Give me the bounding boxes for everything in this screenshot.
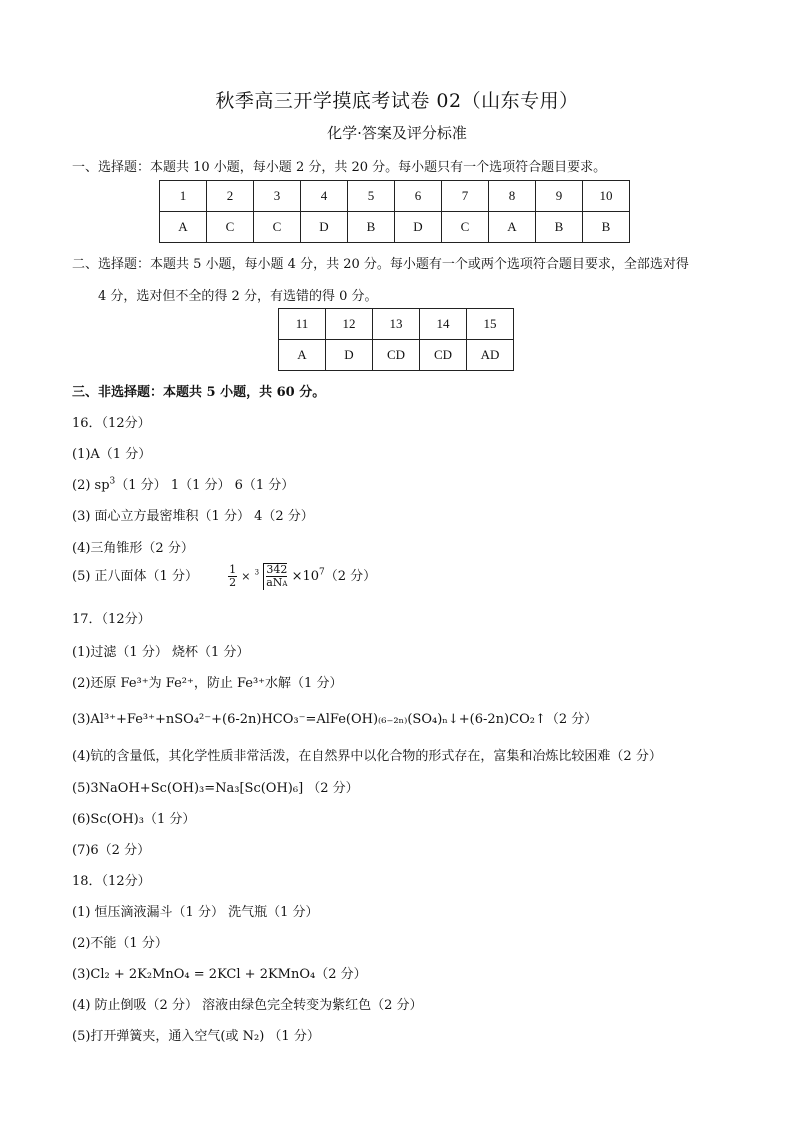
table-cell-answer: B <box>583 212 630 243</box>
q17-line5: (5)3NaOH+Sc(OH)₃=Na₃[Sc(OH)₆] （2 分） <box>72 781 359 796</box>
q18-line2: (2)不能（1 分） <box>72 936 168 951</box>
q16-line5-score: （2 分） <box>324 569 377 584</box>
table-cell-number: 4 <box>301 181 348 212</box>
table-cell-number: 10 <box>583 181 630 212</box>
q16-line5-text: (5) 正八面体（1 分） <box>72 569 198 584</box>
section3-heading: 三、非选择题：本题共 5 小题，共 60 分。 <box>72 385 326 400</box>
table-row-numbers <box>160 181 630 212</box>
table-cell-answer: AD <box>467 340 514 371</box>
formula-times: × <box>241 570 251 583</box>
formula-tail-sup: 7 <box>319 567 325 578</box>
q18-heading: 18．（12分） <box>72 874 151 889</box>
table-cell-number: 14 <box>420 309 467 340</box>
formula-radical-denominator: aN <box>266 576 283 589</box>
table-cell-answer: A <box>489 212 536 243</box>
q17-heading: 17．（12分） <box>72 612 151 627</box>
formula-root-index: 3 <box>254 568 260 577</box>
table-cell-answer: A <box>160 212 207 243</box>
q16-line3: (3) 面心立方最密堆积（1 分） 4（2 分） <box>72 509 314 524</box>
table-cell-number: 15 <box>467 309 514 340</box>
formula-numerator: 1 <box>229 563 237 576</box>
q16-line2 <box>72 474 294 493</box>
table-cell-answer: B <box>536 212 583 243</box>
table-cell-number: 3 <box>254 181 301 212</box>
q17-line7: (7)6（2 分） <box>72 843 151 858</box>
table-cell-number: 2 <box>207 181 254 212</box>
table-row-answers <box>160 212 630 243</box>
q16-line2-text: (2) sp <box>72 478 110 493</box>
table-cell-number: 11 <box>279 309 326 340</box>
q18-line3: (3)Cl₂ + 2K₂MnO₄ = 2KCl + 2KMnO₄（2 分） <box>72 967 367 982</box>
table-cell-number: 1 <box>160 181 207 212</box>
q16-line2-sup: 3 <box>109 476 116 487</box>
section2-heading-line1: 二、选择题：本题共 5 小题，每小题 4 分，共 20 分。每小题有一个或两个选项符合题目要求，全部选对得 <box>72 257 689 272</box>
q18-line1: (1) 恒压滴液漏斗（1 分） 洗气瓶（1 分） <box>72 905 319 920</box>
table-cell-answer: C <box>254 212 301 243</box>
table-cell-number: 13 <box>373 309 420 340</box>
table-cell-answer: D <box>301 212 348 243</box>
formula-tail: ×10 <box>291 569 320 584</box>
table-row-numbers <box>279 309 514 340</box>
q16-formula <box>228 563 376 590</box>
table-cell-answer: CD <box>420 340 467 371</box>
page-title: 秋季高三开学摸底考试卷 02（山东专用） <box>215 90 579 112</box>
table-cell-answer: C <box>207 212 254 243</box>
table-cell-answer: D <box>395 212 442 243</box>
table-cell-number: 9 <box>536 181 583 212</box>
table-cell-answer: B <box>348 212 395 243</box>
q18-line5: (5)打开弹簧夹，通入空气(或 N₂) （1 分） <box>72 1029 320 1044</box>
q18-line4: (4) 防止倒吸（2 分） 溶液由绿色完全转变为紫红色（2 分） <box>72 998 423 1013</box>
q17-line2: (2)还原 Fe³⁺为 Fe²⁺，防止 Fe³⁺水解（1 分） <box>72 676 343 691</box>
q16-heading: 16．（12分） <box>72 416 151 431</box>
q17-line6: (6)Sc(OH)₃（1 分） <box>72 812 196 827</box>
table-cell-number: 12 <box>326 309 373 340</box>
section2-heading-line2: 4 分，选对但不全的得 2 分，有选错的得 0 分。 <box>98 289 378 304</box>
table-cell-answer: CD <box>373 340 420 371</box>
formula-radical-numerator: 342 <box>266 563 288 576</box>
table-cell-answer: D <box>326 340 373 371</box>
q17-line4: (4)钪的含量低，其化学性质非常活泼，在自然界中以化合物的形式存在，富集和冶炼比较困难（2 分） <box>72 749 662 764</box>
q17-line1: (1)过滤（1 分） 烧杯（1 分） <box>72 645 250 660</box>
table-cell-number: 6 <box>395 181 442 212</box>
table-row-answers <box>279 340 514 371</box>
section1-answer-table <box>159 180 630 243</box>
q16-line4: (4)三角锥形（2 分） <box>72 541 194 556</box>
q16-line5 <box>72 563 376 590</box>
table-cell-number: 5 <box>348 181 395 212</box>
formula-radical <box>263 563 287 590</box>
page-subtitle: 化学·答案及评分标准 <box>327 124 467 142</box>
table-cell-number: 7 <box>442 181 489 212</box>
formula-fraction <box>228 564 237 589</box>
q16-line1: (1)A（1 分） <box>72 447 152 462</box>
q16-line2-rest: （1 分） 1（1 分） 6（1 分） <box>115 478 295 493</box>
q17-line3: (3)Al³⁺+Fe³⁺+nSO₄²⁻+(6-2n)HCO₃⁻=AlFe(OH)₍₆₋₂ₙ₎(SO₄)ₙ↓+(6-2n)CO₂↑（2 分） <box>72 712 598 727</box>
formula-denominator: 2 <box>229 576 237 589</box>
table-cell-answer: C <box>442 212 489 243</box>
table-cell-answer: A <box>279 340 326 371</box>
formula-radical-denominator-sub: A <box>282 580 288 588</box>
section2-answer-table <box>278 308 514 371</box>
section1-heading: 一、选择题：本题共 10 小题，每小题 2 分，共 20 分。每小题只有一个选项符合题目要求。 <box>72 160 607 175</box>
table-cell-number: 8 <box>489 181 536 212</box>
